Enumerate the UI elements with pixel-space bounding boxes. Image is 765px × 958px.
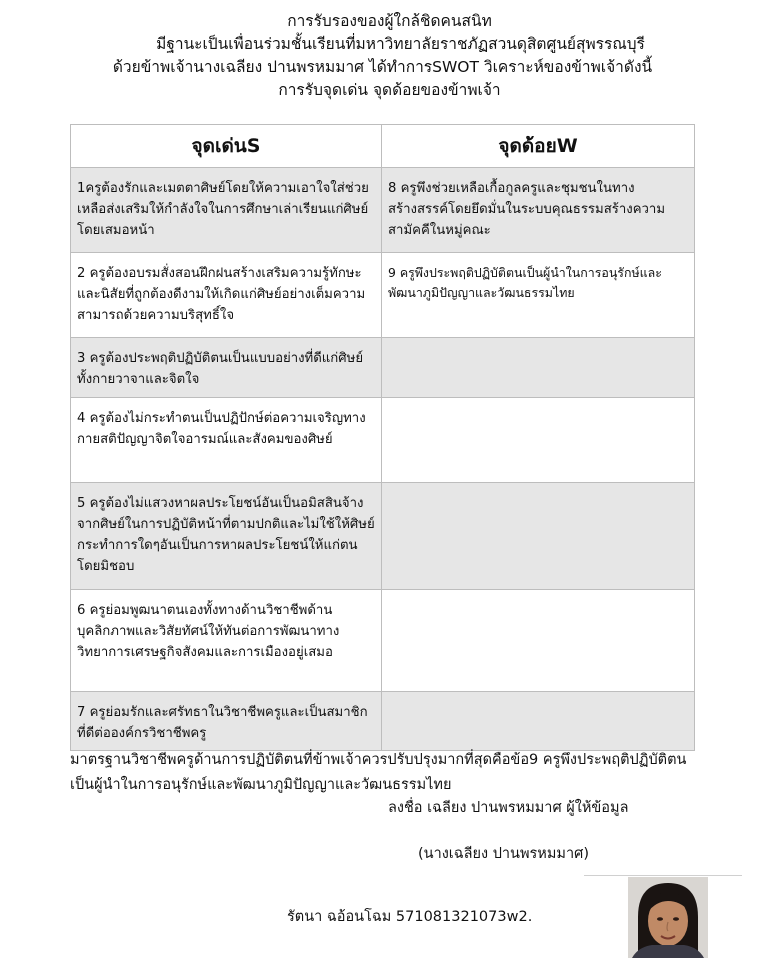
strength-cell	[71, 338, 382, 398]
weakness-cell	[382, 483, 695, 590]
weakness-cell	[382, 398, 695, 483]
strength-text: 6 ครูย่อมพูฒนาตนเองทั้งทางด้านวิชาชีพด้านบุคลิกภาพและวิสัยทัศน์ให้ทันต่อการพัฒนาทางวิทยาการเศรษฐกิจสังคมและการเมืองอยู่เสมอ	[77, 603, 340, 660]
student-id-caption: รัตนา ฉอ้อนโฉม 571081321073w2.	[287, 909, 533, 925]
conclusion-paragraph: มาตรฐานวิชาชีพครูด้านการปฏิบัติตนที่ข้าพเจ้าควรปรับปรุงมากที่สุดคือข้อ9 ครูพึงประพฤติปฏิบัติตนเป็นผู้นำในการอนุรักษ์และพัฒนาภูมิปัญญาและวัฒนธรรมไทย	[70, 752, 687, 793]
strength-text: 3 ครูต้องประพฤติปฏิบัติตนเป็นแบบอย่างที่ดีแก่ศิษย์ทั้งกายวาจาและจิตใจ	[77, 351, 364, 387]
printed-name: (นางเฉลียง ปานพรหมมาศ)	[418, 846, 589, 862]
weaknesses-header: จุดด้อยW	[382, 125, 695, 168]
strength-text: 7 ครูย่อมรักและศรัทธาในวิชาชีพครูและเป็นสมาชิกที่ดีต่อองค์กรวิชาชีพครู	[77, 705, 368, 741]
strength-text: 1ครูต้องรักและเมตตาศิษย์โดยให้ความเอาใจใส่ช่วยเหลือส่งเสริมให้กำลังใจในการศึกษาเล่าเรียนแก่ศิษย์โดยเสมอหน้า	[77, 181, 369, 238]
strength-cell	[71, 253, 382, 338]
weakness-text	[382, 590, 694, 606]
weakness-text	[382, 398, 694, 414]
weakness-cell	[382, 168, 695, 253]
table-row	[71, 692, 695, 751]
strength-text: 4 ครูต้องไม่กระทำตนเป็นปฏิปักษ์ต่อความเจริญทางกายสติปัญญาจิตใจอารมณ์และสังคมของศิษย์	[77, 411, 366, 447]
table-row	[71, 590, 695, 692]
header-title: การรับรองของผู้ใกล้ชิดคนสนิท	[287, 12, 492, 30]
portrait-illustration	[628, 877, 708, 958]
table-row	[71, 338, 695, 398]
weakness-cell	[382, 253, 695, 338]
strength-text: 2 ครูต้องอบรมสั่งสอนฝึกฝนสร้างเสริมความรู้ทักษะและนิสัยที่ถูกต้องดีงามให้เกิดแก่ศิษย์อย่างเต็มความสามารถด้วยความบริสุทธิ์ใจ	[77, 266, 366, 323]
strength-text: 5 ครูต้องไม่แสวงหาผลประโยชน์อันเป็นอมิสสินจ้างจากศิษย์ในการปฏิบัติหน้าที่ตามปกติและไม่ใช้ให้ศิษย์กระทำการใดๆอันเป็นการหาผลประโยชน์ให้แก่ตนโดยมิชอบ	[77, 496, 375, 574]
table-row	[71, 168, 695, 253]
document-header	[0, 10, 765, 102]
swot-header-row	[71, 125, 695, 168]
strength-cell	[71, 398, 382, 483]
weakness-text: 9 ครูพึงประพฤติปฏิบัติตนเป็นผู้นำในการอนุรักษ์และพัฒนาภูมิปัญญาและวัฒนธรรมไทย	[388, 265, 662, 300]
strength-cell	[71, 692, 382, 751]
strength-cell	[71, 590, 382, 692]
table-row	[71, 398, 695, 483]
swot-table	[70, 124, 695, 751]
weakness-text	[382, 692, 694, 708]
header-line-swot-intro: ด้วยข้าพเจ้านางเฉลียง ปานพรหมมาศ ได้ทำการSWOT วิเคราะห์ของข้าพเจ้าดังนี้	[112, 58, 653, 76]
strength-cell	[71, 483, 382, 590]
weakness-text	[382, 483, 694, 499]
header-line-subtitle: การรับจุดเด่น จุดด้อยของข้าพเจ้า	[278, 81, 501, 99]
header-line-affiliation: มีฐานะเป็นเพื่อนร่วมชั้นเรียนที่มหาวิทยาลัยราชภัฏสวนดุสิตศูนย์สุพรรณบุรี	[156, 35, 645, 53]
table-row	[71, 483, 695, 590]
portrait-photo	[628, 877, 708, 958]
photo-divider	[584, 875, 742, 876]
weakness-text: 8 ครูพึงช่วยเหลือเกื้อกูลครูและชุมชนในทางสร้างสรรค์โดยยึดมั่นในระบบคุณธรรมสร้างความสามัคคีในหมู่คณะ	[388, 181, 666, 238]
table-row	[71, 253, 695, 338]
weakness-cell	[382, 590, 695, 692]
weakness-text	[382, 338, 694, 354]
strength-cell	[71, 168, 382, 253]
weakness-cell	[382, 338, 695, 398]
signature-line: ลงชื่อ เฉลียง ปานพรหมมาศ ผู้ให้ข้อมูล	[388, 800, 629, 816]
strengths-header: จุดเด่นS	[71, 125, 382, 168]
weakness-cell	[382, 692, 695, 751]
